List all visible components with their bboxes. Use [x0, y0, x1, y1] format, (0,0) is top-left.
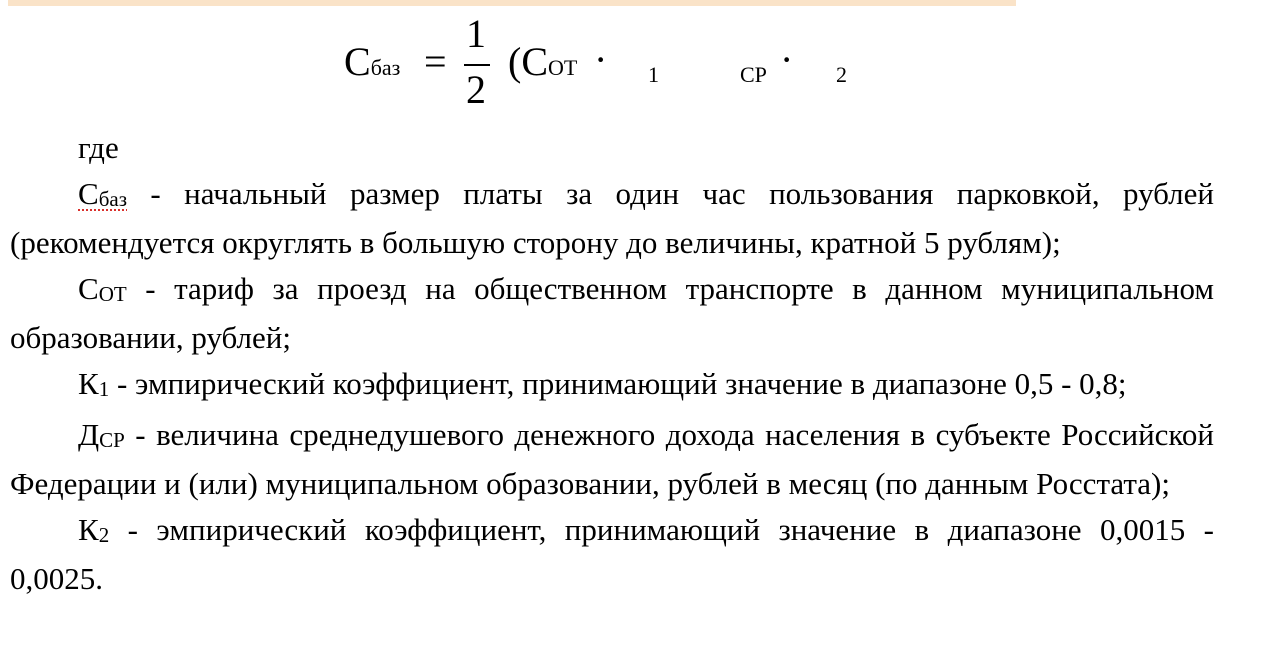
formula-ot-subscript: ОТ [548, 55, 578, 80]
formula-k2-subscript: 2 [836, 62, 847, 87]
formula-denominator: 2 [466, 67, 486, 112]
definition-d-cr: ДСР - величина среднедушевого денежного дохода населения в субъекте Российской Федерации и (или) муниципальном образовании, рублей в месяц (по данным Росстата); [10, 417, 1214, 501]
definition-c-baz: Cбаз - начальный размер платы за один час пользования парковкой, рублей (рекомендуется округлять в большую сторону до величины, кратной 5 рублям); [10, 176, 1214, 260]
fraction-bar [464, 64, 490, 66]
formula-dot-2: · [780, 37, 794, 82]
formula-numerator: 1 [466, 11, 486, 56]
definition-k1: К1 - эмпирический коэффициент, принимающий значение в диапазоне 0,5 - 0,8; [78, 366, 1127, 401]
definition-k2: К2 - эмпирический коэффициент, принимающий значение в диапазоне 0,0015 - 0,0025. [10, 512, 1214, 596]
definition-c-ot: CОТ - тариф за проезд на общественном транспорте в данном муниципальном образовании, рублей; [10, 271, 1214, 355]
formula-lhs-subscript: баз [370, 55, 401, 80]
formula-dot-1: · [594, 37, 608, 82]
where-label: где [78, 130, 119, 165]
highlighted-text-fragment [8, 0, 1016, 6]
document-body [10, 126, 1214, 601]
formula-lhs: Cбаз [344, 39, 401, 84]
formula-equals: = [424, 39, 447, 84]
spell-error-underline: Cбаз [78, 176, 127, 211]
formula-open-term: (CОТ [508, 39, 578, 84]
formula-k1-subscript: 1 [648, 62, 659, 87]
formula-dcr-subscript: СР [740, 62, 767, 87]
